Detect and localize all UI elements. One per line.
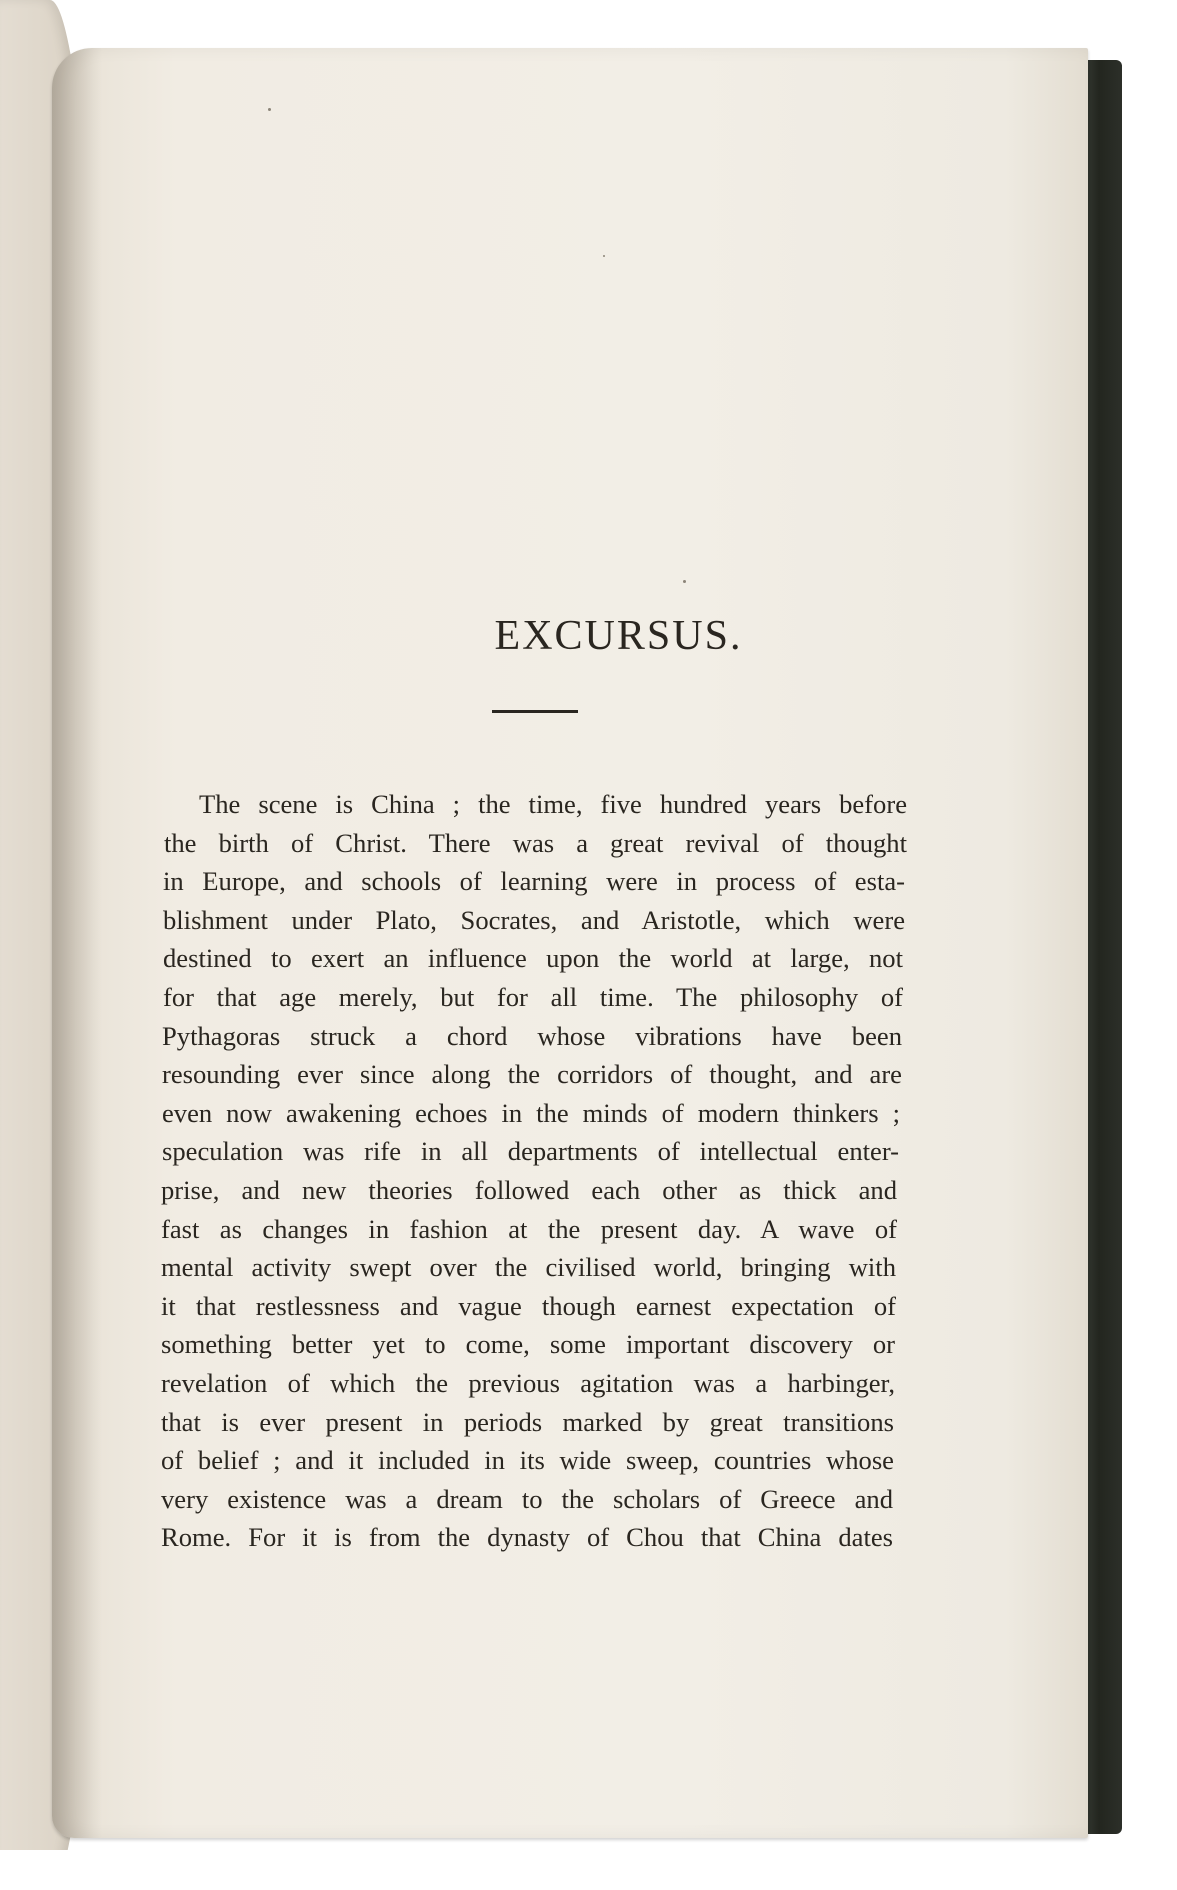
body-text — [161, 785, 907, 1557]
text-line: The scene is China ; the time, five hundred years before — [199, 789, 907, 819]
page-heading: EXCURSUS. — [494, 613, 743, 659]
text-line: mental activity swept over the civilised world, bringing with — [161, 1252, 896, 1283]
text-line: revelation of which the previous agitation was a harbinger, — [161, 1367, 895, 1398]
heading-rule — [492, 710, 578, 713]
text-line: that is ever present in periods marked by great transitions — [161, 1406, 894, 1437]
text-line: speculation was rife in all departments of intellectual enter- — [162, 1136, 899, 1167]
text-line: for that age merely, but for all time. The philosophy of — [163, 981, 903, 1012]
text-line: of belief ; and it included in its wide sweep, countries whose — [161, 1445, 894, 1476]
paper-speck — [683, 580, 686, 583]
text-line: it that restlessness and vague though earnest expectation of — [161, 1290, 896, 1321]
text-line: prise, and new theories followed each other as thick and — [161, 1174, 897, 1205]
text-line: even now awakening echoes in the minds of modern thinkers ; — [162, 1097, 900, 1128]
gutter-shadow — [52, 48, 102, 1838]
paper-speck — [268, 108, 271, 111]
background-gap — [0, 1850, 120, 1890]
text-line: the birth of Christ. There was a great revival of thought — [164, 827, 907, 858]
text-line: destined to exert an influence upon the world at large, not — [163, 943, 903, 974]
text-line: fast as changes in fashion at the present day. A wave of — [161, 1213, 897, 1244]
text-line: Rome. For it is from the dynasty of Chou that China dates — [161, 1522, 893, 1553]
text-line: resounding ever since along the corridors of thought, and are — [162, 1059, 902, 1090]
text-line: something better yet to come, some important discovery or — [161, 1329, 895, 1360]
text-line: blishment under Plato, Socrates, and Aristotle, which were — [163, 904, 905, 935]
paper-speck — [603, 255, 605, 257]
text-line: Pythagoras struck a chord whose vibrations have been — [162, 1020, 902, 1051]
text-line: in Europe, and schools of learning were in process of esta- — [163, 866, 905, 897]
text-line: very existence was a dream to the scholars of Greece and — [161, 1483, 893, 1514]
